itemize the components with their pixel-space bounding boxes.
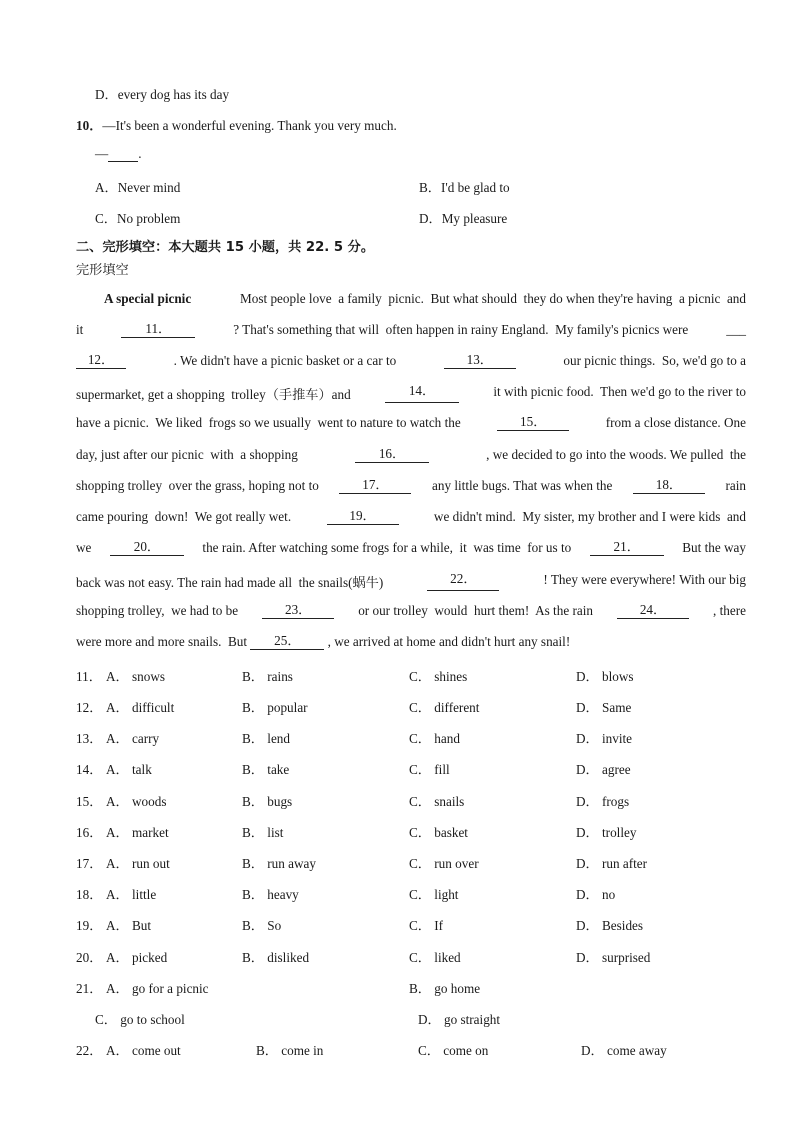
option-a: A． run out [106,856,170,871]
passage-line-9: we 20． the rain. After watching some frogs for a while, it was time for us to 21． But the way [76,539,746,555]
option-a: A． snows [106,669,165,684]
option-a: A． little [106,887,157,902]
option-d: D． go straight [418,1012,501,1027]
blank-24: 24． [617,603,689,619]
q10-option-b: B．I'd be glad to [419,180,510,195]
question-row-21-cont [76,1009,756,1027]
passage-line-4: supermarket, get a shopping trolley（手推车）and 14． it with picnic food. Then we'd go to the river to [76,383,746,402]
passage-line-11: shopping trolley, we had to be 23． or our trolley would hurt them! As the rain 24． , there [76,602,746,618]
q10-reply-dash: — [95,146,109,161]
option-b: B． rains [242,669,293,684]
question-row-15: 15． A． woods B． bugs C． snails D． frogs [76,791,756,809]
option-a: A． picked [106,950,168,965]
q10-option-c: C．No problem [95,211,181,226]
option-d: D． blows [576,669,634,684]
option-b: B． bugs [242,794,293,809]
q10-blank [108,147,138,162]
blank-20: 20． [110,540,184,556]
question-row-13: 13． A． carry B． lend C． hand D． invite [76,728,756,746]
blank-16: 16． [355,447,429,463]
option-d: D． agree [576,762,631,777]
q10-reply: — . [95,146,142,161]
passage-line-3: 12． . We didn't have a picnic basket or a car to 13． our picnic things. So, we'd go to a [76,353,746,369]
question-row-20: 20． A． picked B． disliked C． liked D． surprised [76,947,756,965]
option-c: C． go to school [95,1012,185,1027]
blank-12: 12． [76,353,126,369]
passage-line-5: have a picnic. We liked frogs so we usually went to nature to watch the 15． from a close distance. One [76,414,746,430]
question-row-14: 14． A． talk B． take C． fill D． agree [76,759,756,777]
option-d: D． run after [576,856,648,871]
option-b: B． come in [256,1043,324,1058]
blank-14: 14． [385,384,459,403]
q10-stem [76,115,397,134]
option-c: C． fill [409,762,450,777]
blank-22: 22． [427,572,499,591]
question-row-12: 12． A． difficult B． popular C． different D． Same [76,697,756,715]
option-c: C． come on [418,1043,489,1058]
passage-line-2: it 11． ? That's something that will often happen in rainy England. My family's picnics were ___ [76,321,746,337]
passage-line-7: shopping trolley over the grass, hoping not to 17． any little bugs. That was when the 18． rain [76,477,746,493]
option-d: D． frogs [576,794,630,809]
option-c: C． basket [409,825,468,840]
option-d: D． trolley [576,825,637,840]
passage-title: A special picnic [104,291,192,306]
passage-line-1: A special picnic Most people love a family picnic. But what should they do when they're having a picnic and [104,291,746,306]
q10-prompt: —It's been a wonderful evening. Thank you very much. [102,118,397,133]
question-row-21: 21． A． go for a picnic B． go home [76,978,756,996]
passage-line-12: were more and more snails. But 25． , we arrived at home and didn't hurt any snail! [76,633,571,649]
option-b: B． popular [242,700,308,715]
blank-18: 18． [633,478,705,494]
option-c: C． run over [409,856,479,871]
question-row-16: 16． A． market B． list C． basket D． trolley [76,822,756,840]
option-a: A． carry [106,731,160,746]
option-a: A． talk [106,762,152,777]
q10-number: 10． [76,118,103,133]
option-d: D． no [576,887,616,902]
passage-line-10: back was not easy. The rain had made all the snails(蜗牛) 22． ! They were everywhere! With our big [76,571,746,590]
q9-option-d: D．every dog has its day [95,87,230,102]
question-row-19: 19． A． But B． So C． If D． Besides [76,915,756,933]
option-c: C． liked [409,950,461,965]
option-b: B． heavy [242,887,299,902]
option-a: A． difficult [106,700,175,715]
section-heading: 二、完形填空：本大题共 15 小题，共 22. 5 分。 [76,240,375,255]
option-a: A． But [106,918,152,933]
option-c: C． snails [409,794,465,809]
blank-13: 13． [444,353,516,369]
section-subheading: 完形填空 [76,263,129,278]
q10-option-a: A．Never mind [95,180,181,195]
q10-option-d: D．My pleasure [419,211,508,226]
blank-11: 11． [121,322,195,338]
option-a: A． market [106,825,169,840]
blank-17: 17． [339,478,411,494]
option-c: C． If [409,918,444,933]
question-row-18: 18． A． little B． heavy C． light D． no [76,884,756,902]
option-b: B． take [242,762,290,777]
question-row-17: 17． A． run out B． run away C． run over D． run after [76,853,756,871]
option-a: A． woods [106,794,167,809]
passage-line-6: day, just after our picnic with a shopping 16． , we decided to go into the woods. We pulled the [76,446,746,462]
blank-15: 15． [497,415,569,431]
option-b: B． disliked [242,950,310,965]
option-b: B． lend [242,731,290,746]
blank-19: 19． [327,509,399,525]
option-d: D． invite [576,731,633,746]
option-c: C． light [409,887,459,902]
option-d: D． Besides [576,918,644,933]
question-row-11: 11． A． snows B． rains C． shines D． blows [76,666,756,684]
blank-21: 21． [590,540,664,556]
blank-23: 23． [262,603,334,619]
option-b: B． list [242,825,284,840]
option-a: A． come out [106,1043,181,1058]
option-d: D． Same [576,700,632,715]
passage-line-8: came pouring down! We got really wet. 19． we didn't mind. My sister, my brother and I were kids and [76,508,746,524]
option-d: D． come away [581,1043,667,1058]
blank-25: 25． [250,634,324,650]
option-c: C． hand [409,731,460,746]
option-b: B． So [242,918,282,933]
option-a: A． go for a picnic [106,981,209,996]
option-b: B． run away [242,856,316,871]
option-b: B． go home [409,981,481,996]
option-c: C． different [409,700,480,715]
option-c: C． shines [409,669,468,684]
option-d: D． surprised [576,950,651,965]
question-row-22: 22． A． come out B． come in C． come on D． come away [76,1040,756,1058]
